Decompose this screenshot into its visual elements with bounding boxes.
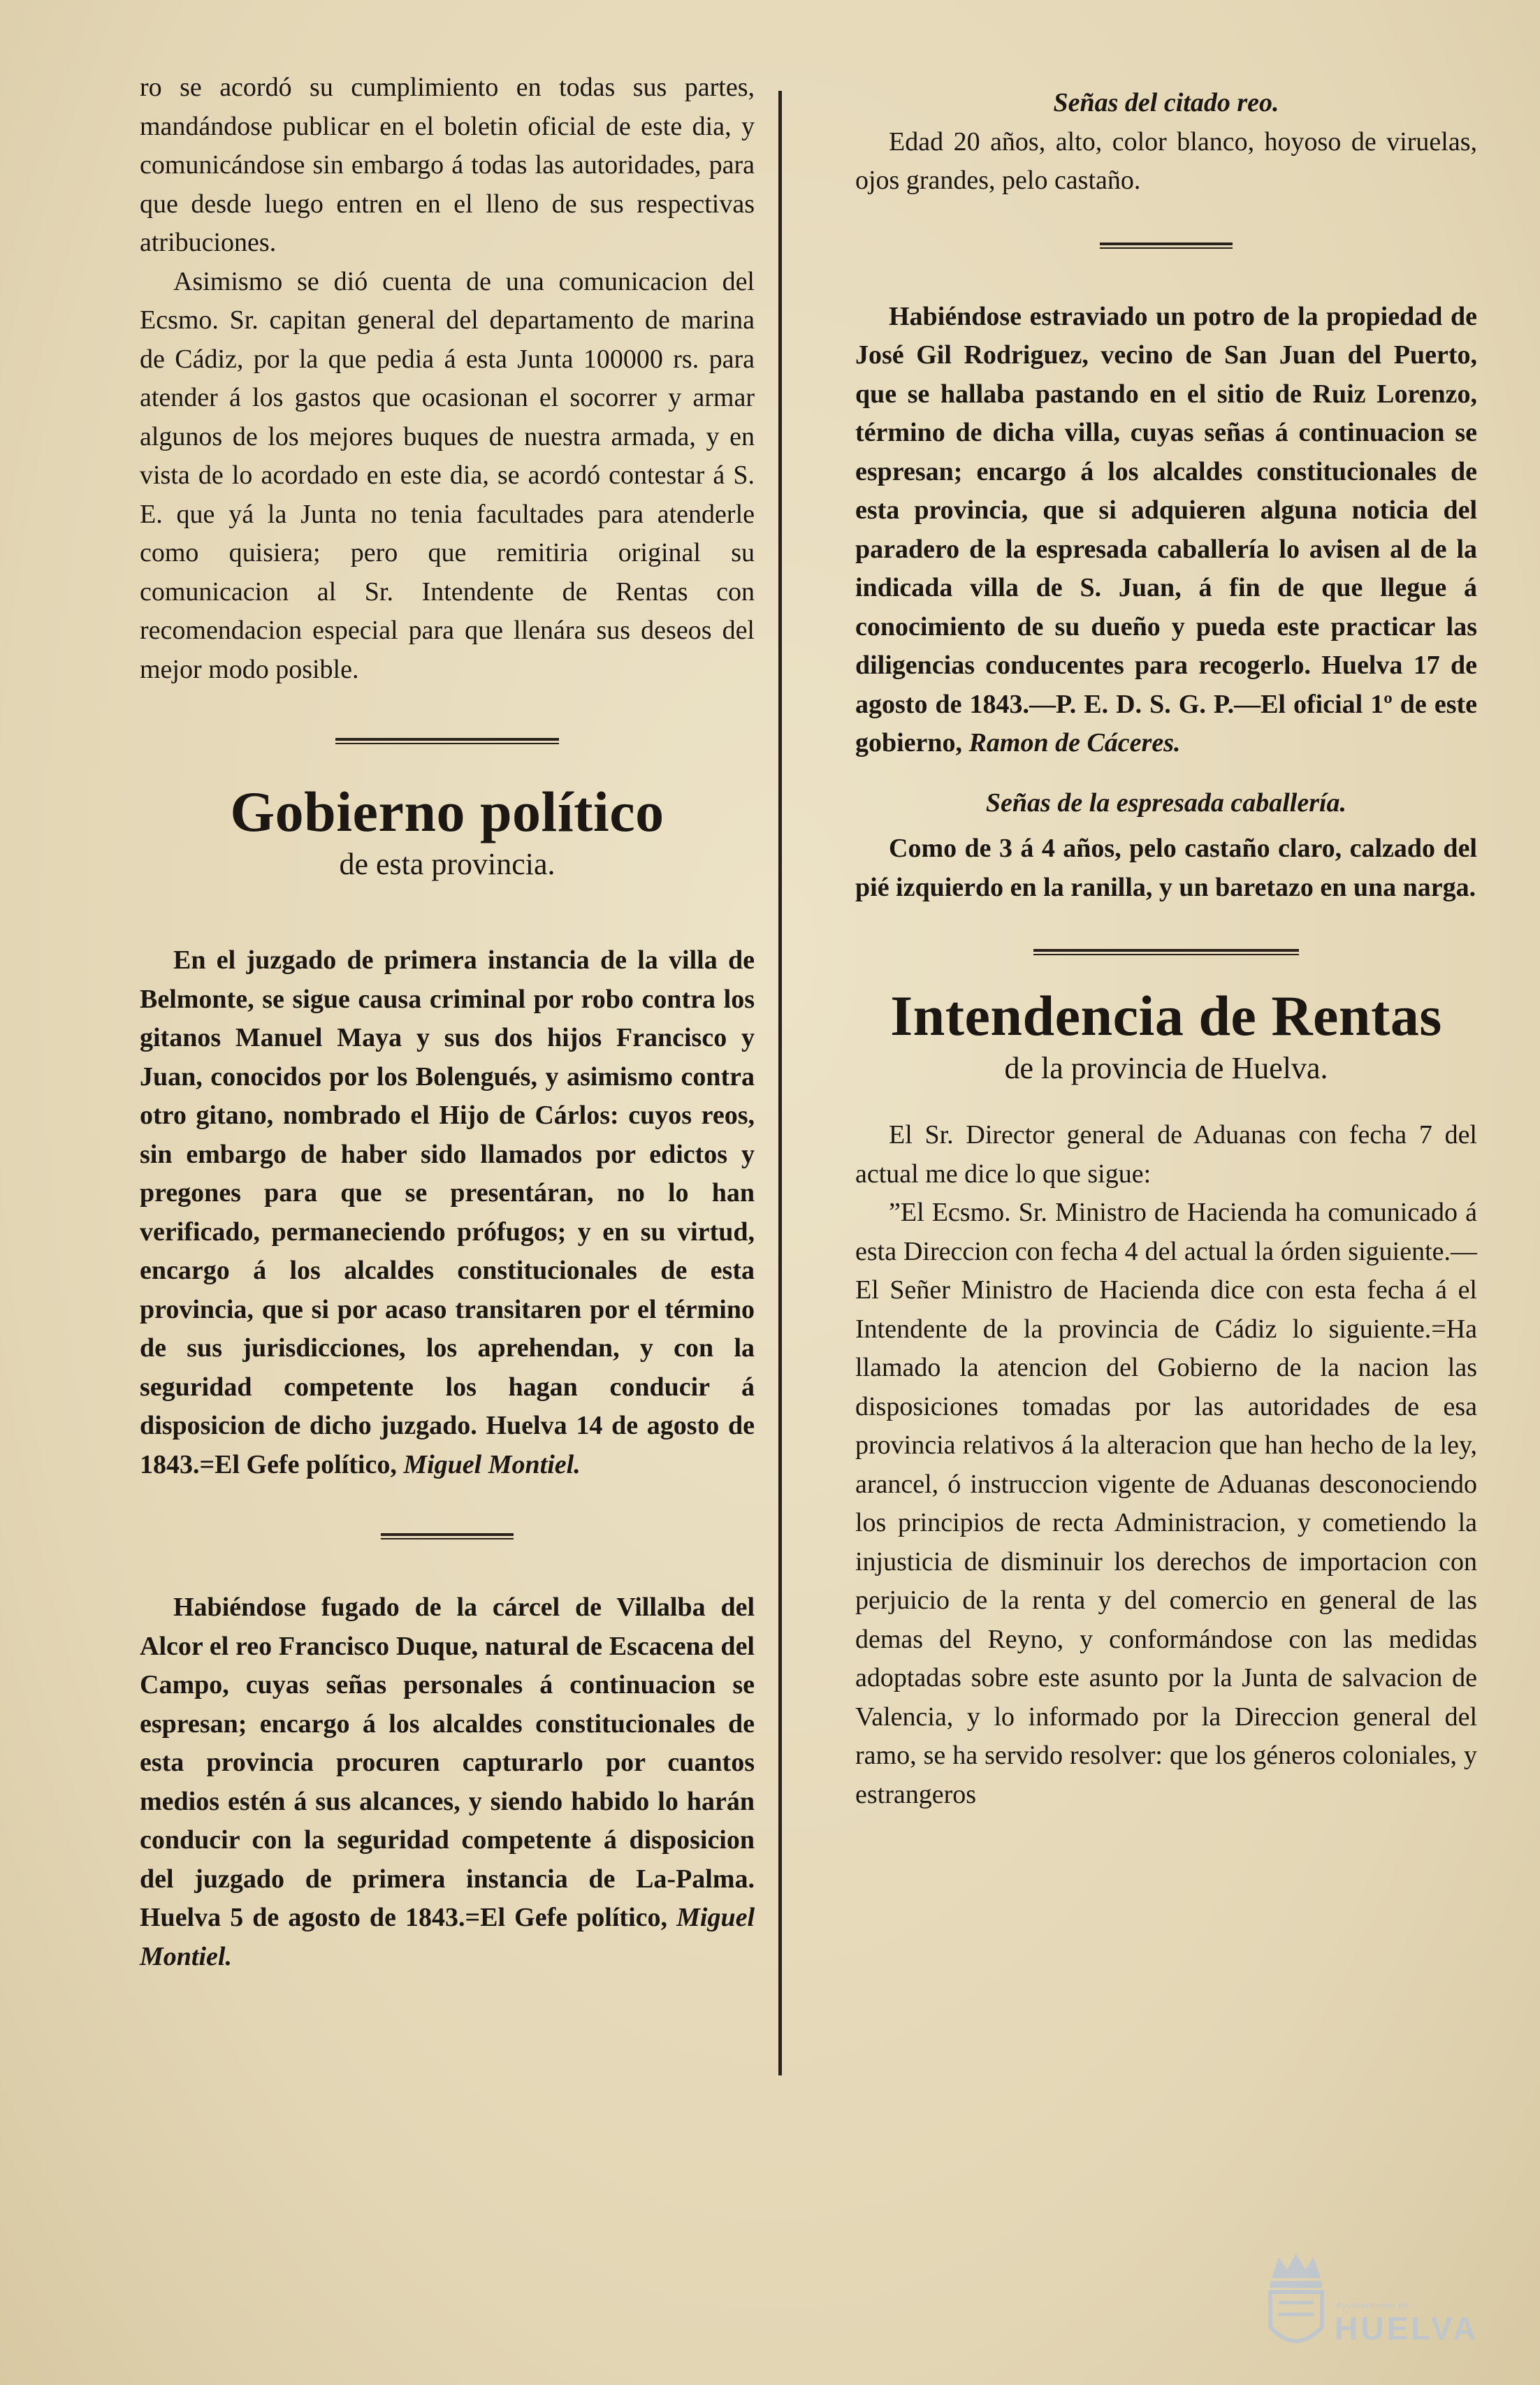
- villalba-notice-text: Habiéndose fugado de la cárcel de Villalba del Alcor el reo Francisco Duque, natural de Escacena del Campo, cuyas señas personales á continuacion se espresan; encargo á los alcaldes constitucionales de esta provincia procuren capturarlo por cuantos medios estén á sus alcances, y siendo habido lo harán conducir con la seguridad competente á disposicion del juzgado de primera instancia de La-Palma. Huelva 5 de agosto de 1843.=El Gefe político,: [140, 1593, 755, 1932]
- notice-divider: [381, 1533, 514, 1539]
- left-column: [140, 68, 755, 1976]
- gobierno-politico-title: Gobierno político: [230, 780, 664, 843]
- belmonte-notice-text: En el juzgado de primera instancia de la villa de Belmonte, se sigue causa criminal por robo contra los gitanos Manuel Maya y sus dos hijos Francisco y Juan, conocidos por los Bolengués, y asimismo contra otro gitano, nombrado el Hijo de Cárlos: cuyos reos, sin embargo de haber sido llamados por edictos y pregones para que se presentáran, no lo han verificado, permaneciendo prófugos; y en su virtud, encargo á los alcaldes constitucionales de esta provincia, que si por acaso transitaren por el término de sus jurisdicciones, los aprehendan, y con la seguridad competente los hagan conducir á disposicion de dicho juzgado. Huelva 14 de agosto de 1843.=El Gefe político,: [140, 945, 755, 1479]
- potro-notice: [855, 298, 1477, 763]
- senas-caballeria-heading: Señas de la espresada caballería.: [985, 788, 1347, 818]
- column-divider: [778, 91, 782, 2075]
- villalba-notice: [140, 1588, 755, 1976]
- potro-notice-signature: Ramon de Cáceres.: [968, 728, 1181, 757]
- junta-continuation-paragraph: ro se acordó su cumplimiento en todas sus partes, mandándose publicar en el boletin oficial de este dia, y comunicándose sin embargo á todas las autoridades, para que desde luego entren en el lleno de sus respectivas atribuciones.: [140, 73, 755, 257]
- belmonte-notice: [140, 941, 755, 1484]
- ayuntamiento-huelva-watermark: [1244, 2222, 1495, 2362]
- watermark-city-name: HUELVA: [1335, 2310, 1479, 2347]
- gobierno-politico-subtitle: de esta provincia.: [339, 847, 555, 881]
- senas-caballeria-text: Como de 3 á 4 años, pelo castaño claro, calzado del pié izquierdo en la ranilla, y un baretazo en una narga.: [855, 834, 1477, 902]
- senas-reo-heading: Señas del citado reo.: [1053, 88, 1279, 117]
- junta-capitan-paragraph: Asimismo se dió cuenta de una comunicacion del Ecsmo. Sr. capitan general del departamento de marina de Cádiz, por la que pedia á esta Junta 100000 rs. para atender á los gastos que ocasionan el socorrer y armar algunos de los mejores buques de nuestra armada, y en vista de lo acordado en este dia, se acordó contestar á S. E. que yá la Junta no tenia facultades para atenderle como quisiera; pero que remitiria original su comunicacion al Sr. Intendente de Rentas con recomendacion especial para que llenára sus deseos del mejor modo posible.: [140, 266, 755, 684]
- notice-divider: [1100, 242, 1233, 249]
- senas-reo-text: Edad 20 años, alto, color blanco, hoyoso de viruelas, ojos grandes, pelo castaño.: [855, 126, 1477, 195]
- potro-notice-text: Habiéndose estraviado un potro de la propiedad de José Gil Rodriguez, vecino de San Juan del Puerto, que se hallaba pastando en el sitio de Ruiz Lorenzo, término de dicha villa, cuyas señas á continuacion se espresan; encargo á los alcaldes constitucionales de esta provincia, que si adquieren alguna noticia del paradero de la espresada caballería lo avisen al de la indicada villa de S. Juan, á fin de que llegue á conocimiento de su dueño y pueda este practicar las diligencias conducentes para recogerlo. Huelva 17 de agosto de 1843.—P. E. D. S. G. P.—El oficial 1º de este gobierno,: [855, 301, 1477, 757]
- watermark-small-text: Ayuntamiento de: [1336, 2300, 1409, 2310]
- section-divider: [335, 738, 559, 744]
- director-paragraph: El Sr. Director general de Aduanas con fecha 7 del actual me dice lo que sigue:: [855, 1120, 1477, 1189]
- villalba-notice-signature: Miguel Montiel.: [140, 1903, 755, 1971]
- intendencia-title: Intendencia de Rentas: [890, 984, 1442, 1047]
- intendencia-subtitle: de la provincia de Huelva.: [1004, 1051, 1328, 1085]
- ministro-paragraph: ”El Ecsmo. Sr. Ministro de Hacienda ha comunicado á esta Direccion con fecha 4 del actual la órden siguiente.—El Señer Ministro de Hacienda dice con esta fecha á el Intendente de la provincia de Cádiz lo siguiente.=Ha llamado la atencion del Gobierno de la nacion las disposiciones tomadas por las autoridades de esa provincia relativos á la alteracion que han hecho de la ley, arancel, ó instruccion vigente de Aduanas desconociendo los principios de recta Administracion, y cometiendo la injusticia de disminuir los derechos de importacion con perjuicio de la renta y del comercio en general de las demas del Reyno, y conformándose con las medidas adoptadas sobre este asunto por la Junta de salvacion de Valencia, y lo informado por la Direccion general del ramo, se ha servido resolver: que los géneros coloniales, y estrangeros: [855, 1198, 1477, 1809]
- city-shield-icon: [1265, 2250, 1328, 2355]
- section-divider: [1033, 949, 1299, 955]
- right-column: [855, 84, 1477, 1814]
- belmonte-notice-signature: Miguel Montiel.: [403, 1449, 581, 1479]
